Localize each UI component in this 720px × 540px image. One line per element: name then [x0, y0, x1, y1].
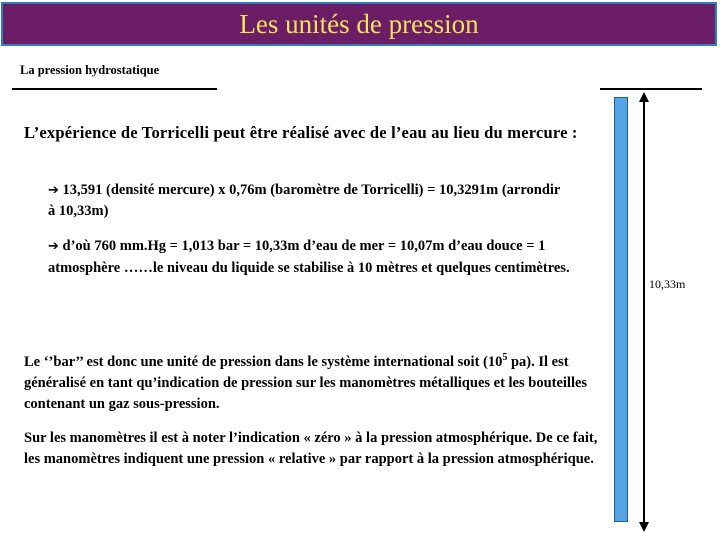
calculation-text: 13,591 (densité mercure) x 0,76m (baromètre de Torricelli) = 10,3291m (arrondir à 10,33m) [48, 182, 561, 219]
height-arrow-icon [634, 92, 654, 532]
bar-text-start: Le ‘’bar’’ est donc une unité de pression dans le système international soit (10 [24, 354, 503, 370]
subtitle: La pression hydrostatique [20, 63, 160, 77]
manometer-paragraph: Sur les manomètres il est à noter l’indication « zéro » à la pression atmosphérique. De ce fait, les manomètres indiquent une pression « relative » par rapport à la pression atmosphérique. [24, 430, 598, 467]
bar-paragraph [24, 352, 604, 415]
bar-exponent: 5 [502, 352, 508, 364]
title-bar [1, 2, 717, 46]
right-arrow-icon: ➔ [48, 183, 59, 198]
height-label: 10,33m [649, 277, 686, 291]
intro-paragraph: L’expérience de Torricelli peut être réalisé avec de l’eau au lieu du mercure : [24, 123, 578, 142]
bar-text-end: pa). Il est généralisé en tant qu’indication de pression sur les manomètres métalliques et les bouteilles contenant un gaz sous-pression. [24, 354, 588, 412]
calculation-paragraph [48, 180, 568, 222]
subtitle-underline [12, 88, 217, 90]
right-arrow-icon: ➔ [48, 239, 59, 254]
water-column [614, 97, 628, 522]
equivalence-text: d’où 760 mm.Hg = 1,013 bar = 10,33m d’eau de mer = 10,07m d’eau douce = 1 atmosphère ……le niveau du liquide se stabilise à 10 mètres et quelques centimètres. [48, 238, 570, 276]
page-title: Les unités de pression [239, 8, 479, 39]
column-top-line [600, 88, 702, 90]
equivalence-paragraph [48, 236, 578, 279]
